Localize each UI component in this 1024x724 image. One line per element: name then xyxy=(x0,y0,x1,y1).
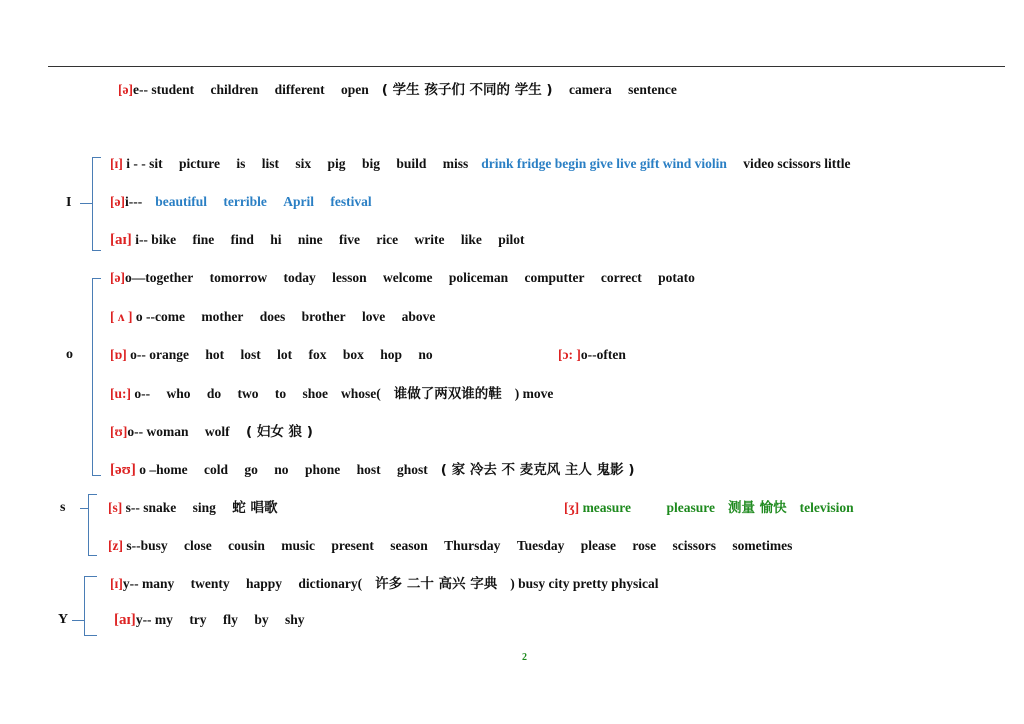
row-s-s xyxy=(108,500,277,516)
word: festival xyxy=(330,194,372,209)
word: rice xyxy=(376,232,399,247)
chinese-gloss: 蛇 唱歌 xyxy=(232,500,278,516)
row-o-diphthong xyxy=(110,462,635,478)
word: wolf xyxy=(204,424,230,439)
word: season xyxy=(390,538,428,553)
page-number: 2 xyxy=(522,652,527,663)
word: pilot xyxy=(498,232,525,247)
ipa-label: [ʒ] xyxy=(564,500,580,515)
row-o-long-o xyxy=(558,347,626,363)
word: whose( xyxy=(341,386,381,401)
word: Thursday xyxy=(444,538,501,553)
ipa-label: [ə] xyxy=(110,270,125,285)
word: find xyxy=(230,232,254,247)
word: picture xyxy=(179,156,220,171)
word: hop xyxy=(380,347,403,362)
word: music xyxy=(281,538,316,553)
word: who xyxy=(166,386,191,401)
ipa-label: [u:] xyxy=(110,386,131,401)
word: six xyxy=(295,156,312,171)
word: no xyxy=(274,462,289,477)
row-o-schwa xyxy=(110,270,695,286)
word: April xyxy=(283,194,314,209)
word: do xyxy=(206,386,222,401)
word: sometimes xyxy=(732,538,793,553)
word: by xyxy=(254,612,269,627)
head-word: i - - sit xyxy=(126,156,163,171)
word: above xyxy=(401,309,436,324)
head-word: o-- xyxy=(134,386,151,401)
bracket-s xyxy=(88,494,97,556)
row-o-wedge xyxy=(110,309,435,325)
word: two xyxy=(237,386,259,401)
word: try xyxy=(189,612,207,627)
word: five xyxy=(339,232,360,247)
word: children xyxy=(210,82,259,97)
chinese-gloss: ( 家 冷去 不 麦克风 主人 鬼影 ) xyxy=(440,462,635,478)
ipa-label: [ɪ] xyxy=(110,156,123,171)
ipa-label: [ɔ: ] xyxy=(558,347,581,362)
word: ghost xyxy=(396,462,428,477)
word: open xyxy=(341,82,369,97)
ipa-label: [s] xyxy=(108,500,123,515)
head-word: y-- many xyxy=(122,576,175,591)
ipa-label: [z] xyxy=(108,538,123,553)
ipa-label: [ə] xyxy=(118,82,133,97)
bracket-tick xyxy=(80,203,92,204)
word: computter xyxy=(524,270,585,285)
head-word: o –home xyxy=(139,462,188,477)
word: pig xyxy=(327,156,346,171)
chinese-gloss: ( 妇女 狼 ) xyxy=(245,424,313,440)
word: fine xyxy=(192,232,215,247)
tail-words: ) busy city pretty physical xyxy=(510,576,659,591)
bracket-tick xyxy=(72,620,84,621)
word: build xyxy=(396,156,427,171)
bracket-tick xyxy=(80,508,88,509)
group-letter-s: s xyxy=(60,500,66,515)
word: brother xyxy=(301,309,346,324)
word: Tuesday xyxy=(516,538,565,553)
head-word: s--busy xyxy=(126,538,168,553)
group-letter-i: I xyxy=(66,195,72,210)
word: hot xyxy=(205,347,225,362)
word: lost xyxy=(240,347,261,362)
word: terrible xyxy=(223,194,267,209)
word: correct xyxy=(600,270,642,285)
word: television xyxy=(799,500,854,515)
word: camera xyxy=(568,82,612,97)
row-o-short-o xyxy=(110,347,433,363)
word: rose xyxy=(632,538,657,553)
row-o-short-u xyxy=(110,424,313,440)
word: welcome xyxy=(382,270,433,285)
chinese-gloss: ( 学生 孩子们 不同的 学生 ) xyxy=(381,82,553,98)
word: like xyxy=(460,232,482,247)
word: big xyxy=(361,156,380,171)
head-word: e-- student xyxy=(132,82,195,97)
word: measure xyxy=(582,500,632,515)
word: sing xyxy=(192,500,216,515)
word: happy xyxy=(246,576,283,591)
row-i-long-ai xyxy=(110,232,525,248)
group-letter-o: o xyxy=(66,347,73,362)
bracket-o xyxy=(92,278,101,476)
tail-words: ) move xyxy=(514,386,554,401)
head-word: o-- woman xyxy=(127,424,189,439)
word: scissors xyxy=(672,538,716,553)
word: hi xyxy=(270,232,282,247)
word: to xyxy=(274,386,287,401)
group-letter-y: Y xyxy=(58,612,69,627)
bracket-i xyxy=(92,157,101,251)
word: fox xyxy=(308,347,327,362)
word: sentence xyxy=(628,82,677,97)
word: is xyxy=(236,156,246,171)
blue-words: drink fridge begin give live gift wind violin xyxy=(481,156,727,171)
row-o-long-u xyxy=(110,386,553,402)
chinese-gloss: 测量 愉快 xyxy=(727,500,787,516)
head-word: s-- snake xyxy=(125,500,177,515)
word: fly xyxy=(222,612,238,627)
word: mother xyxy=(201,309,244,324)
ipa-label: [əʊ] xyxy=(110,462,136,478)
word: twenty xyxy=(190,576,230,591)
head-word: o--often xyxy=(580,347,626,362)
row-s-zh xyxy=(564,500,854,516)
row-y-long-ai xyxy=(114,612,304,628)
head-word: o --come xyxy=(135,309,185,324)
ipa-label: [ɒ] xyxy=(110,347,127,362)
word: write xyxy=(414,232,445,247)
word: cousin xyxy=(228,538,265,553)
head-word: i--- xyxy=(124,194,143,209)
word: list xyxy=(261,156,280,171)
top-rule xyxy=(48,66,1005,67)
word: nine xyxy=(297,232,323,247)
word: beautiful xyxy=(155,194,207,209)
row-y-short-i xyxy=(110,576,659,592)
head-word: i-- bike xyxy=(135,232,177,247)
ipa-label: [ə] xyxy=(110,194,125,209)
chinese-gloss: 谁做了两双谁的鞋 xyxy=(393,386,502,402)
word: present xyxy=(331,538,374,553)
word: cold xyxy=(204,462,229,477)
word: policeman xyxy=(448,270,509,285)
head-word: o-- orange xyxy=(130,347,189,362)
head-word: o—together xyxy=(124,270,194,285)
word: lot xyxy=(277,347,293,362)
word: dictionary( xyxy=(298,576,363,591)
word: go xyxy=(244,462,258,477)
word: phone xyxy=(304,462,341,477)
word: potato xyxy=(658,270,695,285)
ipa-label: [ʊ] xyxy=(110,424,128,439)
word: shy xyxy=(284,612,305,627)
row-e-schwa xyxy=(118,82,677,98)
word: host xyxy=(356,462,381,477)
word: close xyxy=(184,538,212,553)
tail-words: video scissors little xyxy=(743,156,851,171)
word: love xyxy=(361,309,386,324)
ipa-label: [ɪ] xyxy=(110,576,123,591)
word: box xyxy=(342,347,364,362)
row-i-short-i xyxy=(110,156,851,172)
word: lesson xyxy=(332,270,367,285)
row-i-schwa xyxy=(110,194,372,210)
head-word: y-- my xyxy=(135,612,173,627)
chinese-gloss: 许多 二十 高兴 字典 xyxy=(375,576,498,592)
word: does xyxy=(259,309,286,324)
word: please xyxy=(580,538,616,553)
ipa-label: [ ʌ ] xyxy=(110,309,133,324)
ipa-label: [aɪ] xyxy=(110,232,132,248)
word: today xyxy=(283,270,316,285)
word: tomorrow xyxy=(209,270,268,285)
row-s-z xyxy=(108,538,792,554)
word: shoe xyxy=(302,386,329,401)
word: pleasure xyxy=(666,500,715,515)
word: no xyxy=(418,347,433,362)
bracket-y xyxy=(84,576,97,636)
word: miss xyxy=(442,156,469,171)
ipa-label: [aɪ] xyxy=(114,612,136,628)
word: different xyxy=(274,82,325,97)
